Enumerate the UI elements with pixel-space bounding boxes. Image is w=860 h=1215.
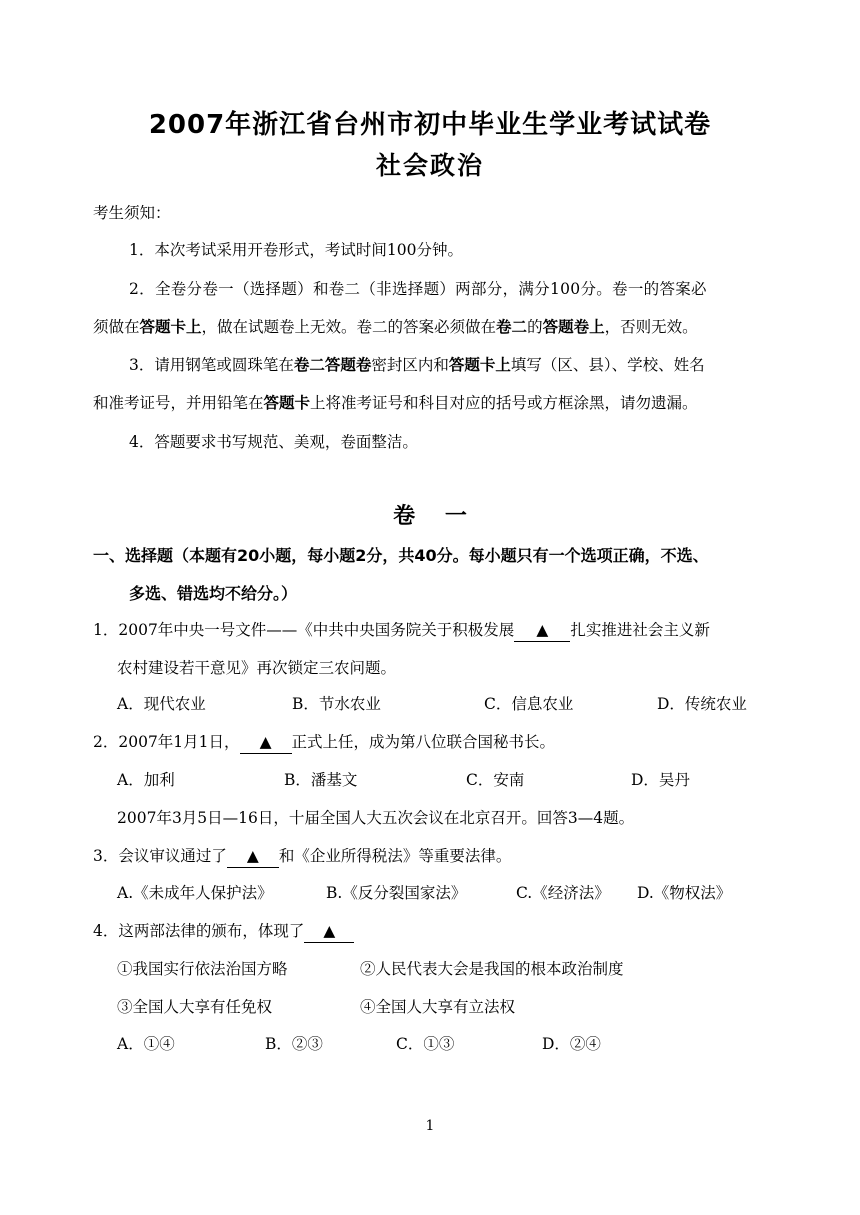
notice-item-3a xyxy=(129,353,705,375)
q1-option-c: C．信息农业 xyxy=(484,695,574,713)
q1-option-b: B．节水农业 xyxy=(292,695,381,713)
question-text: 正式上任，成为第八位联合国秘书长。 xyxy=(291,733,556,751)
q2-option-b: B．潘基文 xyxy=(284,771,358,789)
q1-option-d: D．传统农业 xyxy=(657,695,747,713)
q4-statement-2: ②人民代表大会是我国的根本政治制度 xyxy=(360,960,624,978)
text: ，做在试题卷上无效。卷二的答案必须做在 xyxy=(201,318,497,336)
notice-item-4: 4．答题要求书写规范、美观，卷面整洁。 xyxy=(129,433,418,451)
bold-text: 答题卡 xyxy=(263,394,311,412)
q4-option-b: B．②③ xyxy=(265,1035,323,1053)
q3-option-a: A.《未成年人保护法》 xyxy=(117,884,273,902)
page-number: 1 xyxy=(425,1118,435,1134)
notice-item-3b xyxy=(93,391,698,413)
q2-option-c: C．安南 xyxy=(466,771,525,789)
page-title: 2007年浙江省台州市初中毕业生学业考试试卷 xyxy=(148,110,712,140)
notice-item-2b xyxy=(93,315,698,337)
question-1 xyxy=(93,618,710,642)
question-text: 扎实推进社会主义新 xyxy=(570,621,710,639)
question-text: 和《企业所得税法》等重要法律。 xyxy=(278,847,512,865)
text: 须做在 xyxy=(93,318,140,336)
q4-option-d: D．②④ xyxy=(542,1035,601,1053)
text: 和准考证号，并用铅笔在 xyxy=(93,394,264,412)
question-text: 1．2007年中央一号文件——《中共中央国务院关于积极发展 xyxy=(93,621,515,639)
text: 密封区内和 xyxy=(371,356,449,374)
text: ，否则无效。 xyxy=(604,318,698,336)
q4-option-c: C．①③ xyxy=(396,1035,455,1053)
question-1-cont: 农村建设若干意见》再次锁定三农问题。 xyxy=(117,659,397,677)
text: 3．请用钢笔或圆珠笔在 xyxy=(129,356,294,374)
answer-blank: ▲ xyxy=(514,623,570,642)
text: 的 xyxy=(527,318,543,336)
question-text: 4．这两部法律的颁布，体现了 xyxy=(93,922,305,940)
bold-text: 答题卷上 xyxy=(542,318,605,336)
part-1-instructions: 一、选择题（本题有20小题，每小题2分，共40分。每小题只有一个选项正确，不选、 xyxy=(93,546,709,565)
q3-option-b: B.《反分裂国家法》 xyxy=(326,884,467,902)
q2-option-a: A．加利 xyxy=(117,771,175,789)
bold-text: 卷二答题卷 xyxy=(293,356,372,374)
section-heading: 卷 一 xyxy=(393,504,467,529)
answer-blank: ▲ xyxy=(304,924,354,943)
bold-text: 答题卡上 xyxy=(139,318,202,336)
q4-statement-4: ④全国人大享有立法权 xyxy=(360,998,516,1016)
question-text: 3．会议审议通过了 xyxy=(93,847,227,865)
q3-option-c: C.《经济法》 xyxy=(516,884,610,902)
q4-statement-1: ①我国实行依法治国方略 xyxy=(117,960,288,978)
answer-blank: ▲ xyxy=(227,849,279,868)
question-text: 2．2007年1月1日， xyxy=(93,733,240,751)
q3-option-d: D.《物权法》 xyxy=(637,884,732,902)
q1-option-a: A．现代农业 xyxy=(117,695,206,713)
page-subtitle: 社会政治 xyxy=(375,151,484,180)
q4-statement-3: ③全国人大享有任免权 xyxy=(117,998,273,1016)
notice-item-2a: 2．全卷分卷一（选择题）和卷二（非选择题）两部分，满分100分。卷一的答案必 xyxy=(129,280,707,298)
bold-text: 卷二 xyxy=(496,318,528,336)
bold-text: 答题卡上 xyxy=(448,356,511,374)
context-text: 2007年3月5日—16日，十届全国人大五次会议在北京召开。回答3—4题。 xyxy=(117,809,635,827)
question-3 xyxy=(93,844,511,868)
q4-option-a: A．①④ xyxy=(117,1035,175,1053)
question-4 xyxy=(93,919,354,943)
notice-item-1: 1．本次考试采用开卷形式，考试时间100分钟。 xyxy=(129,241,463,259)
part-1-instructions-cont: 多选、错选均不给分。） xyxy=(129,584,298,603)
text: 上将准考证号和科目对应的括号或方框涂黑，请勿遗漏。 xyxy=(310,394,698,412)
notice-heading: 考生须知： xyxy=(93,204,171,222)
q2-option-d: D．吴丹 xyxy=(631,771,690,789)
answer-blank: ▲ xyxy=(240,735,292,754)
question-2 xyxy=(93,730,555,754)
text: 填写（区、县）、学校、姓名 xyxy=(510,356,705,374)
